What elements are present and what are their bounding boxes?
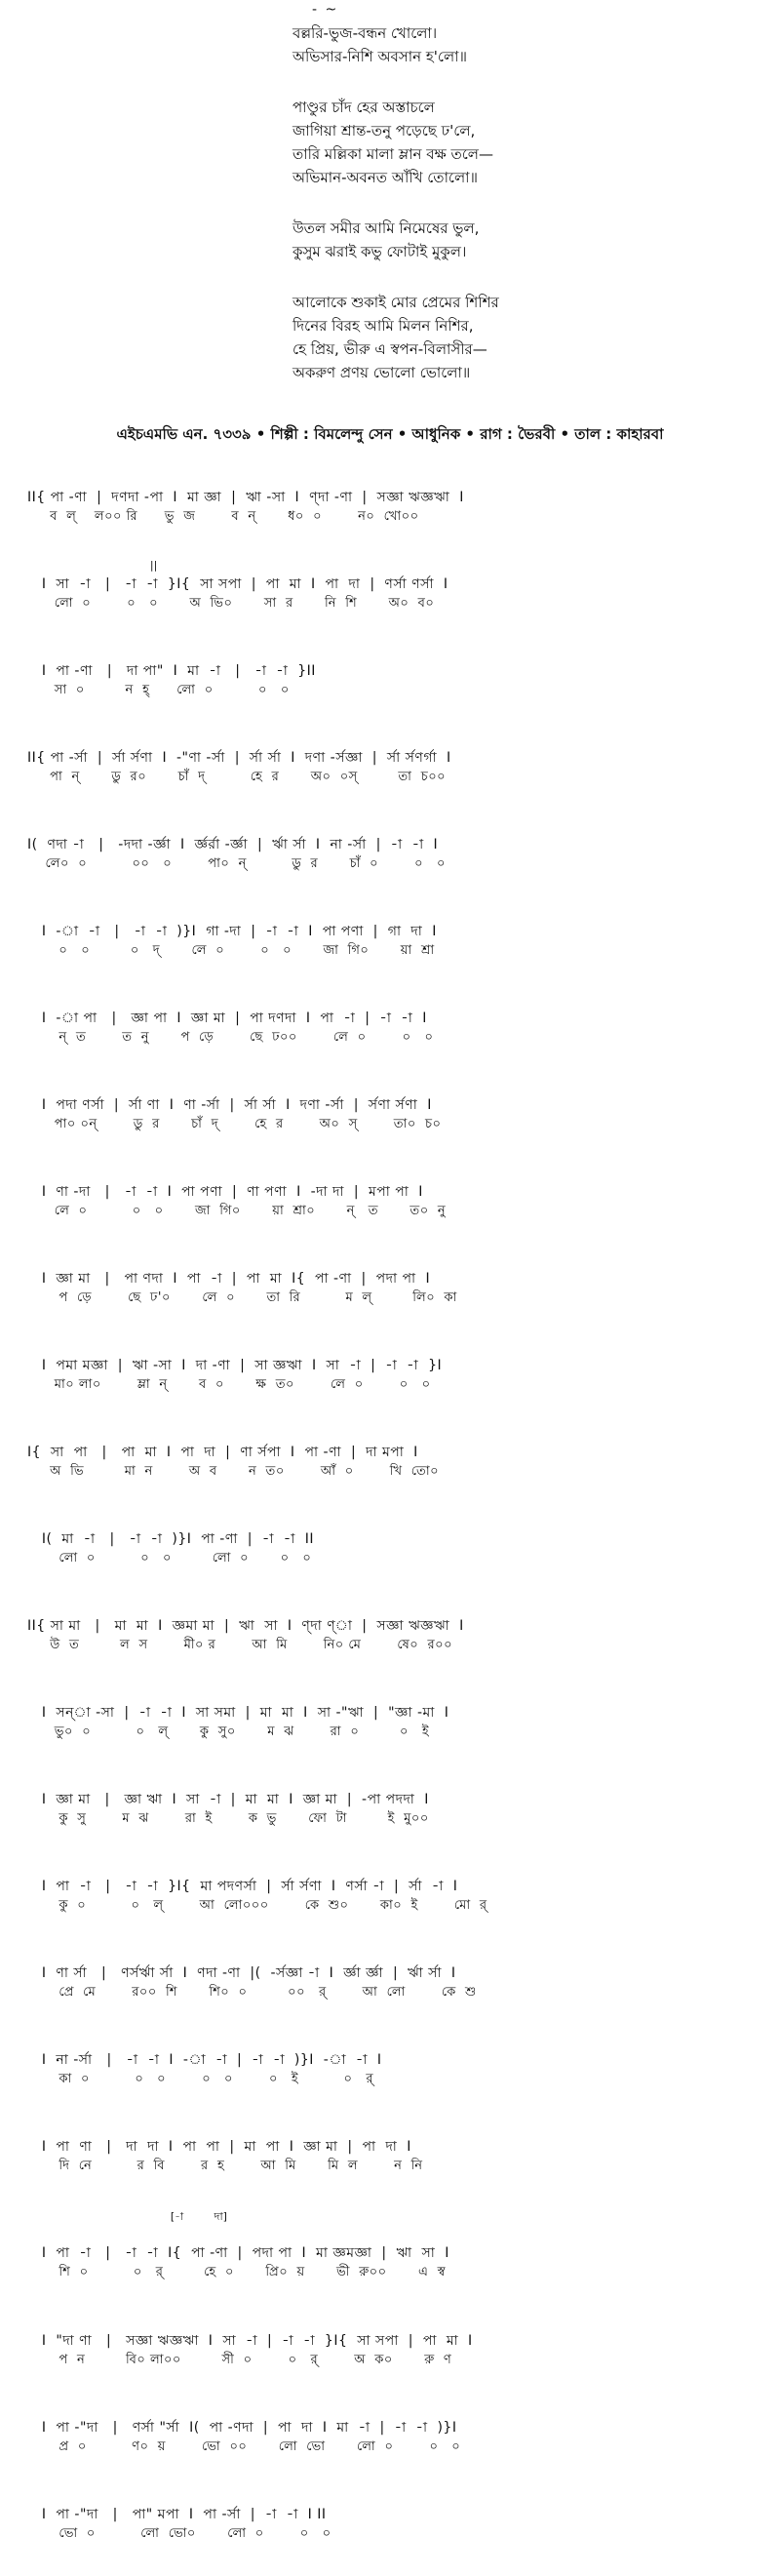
- swara-line: I পা -া | -া -া I{ পা -ণা | পদা পা I মা জ্ঞমজ্ঞা | ঋা সা I: [27, 2245, 449, 2261]
- swara-line: I( ণদা -া | -দদা -র্জ্ঞা I র্জ্ঞর্রা -র্জ্ঞা | র্ঋা র্সা I না -র্সা | -া -া I: [27, 837, 439, 852]
- syllable-line: মা০ লা০ ম্লা ন্ ব ০ ক্ষ ত০ লে ০ ০ ০: [27, 1377, 431, 1392]
- syllable-line: কা ০ ০ ০ ০ ০ ০ ই ০ র্: [27, 2072, 373, 2086]
- notation-annotation: [-া দা]: [27, 2210, 227, 2223]
- syllable-line: প্রে মে র০০ শি শি০ ০ ০০ র্ আ লো কে শু: [27, 1985, 477, 2000]
- swara-line: I পা ণা | দা দা I পা পা | মা পা I জ্ঞা মা | পা দা I: [27, 2139, 411, 2155]
- syllable-line: প ড়ে ছে ঢ'০ লে ০ তা রি ম ল্ লি০ কা: [27, 1290, 457, 1305]
- notation-row: [27, 2402, 768, 2489]
- syllable-line: উ ত ল স মী০ র আ মি নি০ মে ষে০ র০০: [27, 1638, 453, 1652]
- notation-row: [27, 1167, 768, 1253]
- notation-row: [27, 1861, 768, 1948]
- syllable-line: কু সু ম ঝ রা ই ক ভু ফো টা ই মু০০: [27, 1811, 429, 1826]
- song-metadata: এইচএমভি এন. ৭৩৩৯ • শিল্পী : বিমলেন্দু সেন • আধুনিক • রাগ : ভৈরবী • তাল : কাহারবা: [116, 425, 664, 443]
- notation-row: [27, 559, 768, 646]
- syllable-line: প্র ০ ণ০ য় ভো ০০ লো ভো লো ০ ০ ০: [27, 2439, 461, 2454]
- notation-row: [27, 819, 768, 906]
- top-mark: - ~: [312, 2, 339, 18]
- syllable-line: লে ০ ০ ০ জা গি০ য়া শ্রা০ ন্ ত ত০ নু: [27, 1204, 447, 1218]
- lyric-line: অভিসার-নিশি অবসান হ'লো॥: [292, 48, 467, 65]
- lyric-line: অভিমান-অবনত আঁখি তোলো॥: [292, 169, 478, 186]
- lyrics-block: [292, 21, 702, 412]
- notation-row: [27, 1514, 768, 1601]
- syllable-line: সা ০ ন হ্ লো ০ ০ ০: [27, 683, 290, 697]
- syllable-line: ০ ০ ০ দ্ লে ০ ০ ০ জা গি০ য়া শ্রা: [27, 943, 435, 958]
- swara-line: I পা -া | -া -া }I{ মা পদণর্সা | র্সা র্সণা I ণর্সা -া | র্সা -া I: [27, 1879, 458, 1894]
- syllable-line: দি নে র বি র হ আ মি মি ল ন নি: [27, 2159, 423, 2173]
- notation-row: [27, 2316, 768, 2402]
- swara-line: I পদা ণর্সা | র্সা ণা I ণা -র্সা | র্সা র্সা I দণা -র্সা | র্সণা র্সণা I: [27, 1097, 432, 1113]
- notation-row: [27, 1253, 768, 1340]
- swara-line: II{ সা মা | মা মা I জ্ঞমা মা | ঋা সা I ণ্দা ণ্া | সজ্ঞা ঋজ্ঞঋা I: [27, 1618, 464, 1634]
- swara-line: I ণা র্সা | ণর্সর্ঋা র্সা I ণদা -ণা |( -র্সজ্ঞা -া I র্জ্ঞা র্জ্ঞা | র্ঋা র্সা I: [27, 1965, 456, 1981]
- syllable-line: অ ভি মা ন অ ব ন ত০ আঁ ০ খি তো০: [27, 1464, 440, 1479]
- notation-row: [27, 472, 768, 559]
- notation-row: [27, 2035, 768, 2121]
- swara-line: I( মা -া | -া -া )}I পা -ণা | -া -া II: [27, 1531, 314, 1547]
- lyric-line: আলোকে শুকাই মোর প্রেমের শিশির: [292, 294, 499, 311]
- swara-line: I জ্ঞা মা | পা ণদা I পা -া | পা মা I{ পা -ণা | পদা পা I: [27, 1271, 431, 1287]
- notation-row: [27, 2121, 768, 2208]
- lyric-line: হে প্রিয়, ভীরু এ স্বপন-বিলাসীর—: [292, 340, 488, 358]
- swara-line: I জ্ঞা মা | জ্ঞা ঋা I সা -া | মা মা I জ্ঞা মা | -পা পদদা I: [27, 1792, 429, 1807]
- swara-line: I পমা মজ্ঞা | ঋা -সা I দা -ণা | সা জ্ঞঋা I সা -া | -া -া }I: [27, 1358, 443, 1373]
- notation-row: [27, 646, 768, 733]
- swara-line: II{ পা -ণা | দণদা -পা I মা জ্ঞা | ঋা -সা I ণ্দা -ণা | সজ্ঞা ঋজ্ঞঋা I: [27, 490, 464, 505]
- stanza-4: [292, 291, 702, 384]
- notation-row: [27, 1427, 768, 1514]
- lyric-line: পাণ্ডুর চাঁদ হের অস্তাচলে: [292, 99, 435, 116]
- notation-row: [27, 2208, 768, 2316]
- syllable-line: লে০ ০ ০০ ০ পা০ ন্ ডু র চাঁ ০ ০ ০: [27, 856, 446, 871]
- stanza-2: [292, 96, 702, 189]
- notation-annotation: ||: [27, 559, 158, 572]
- swara-line: I সন্া -সা | -া -া I সা সমা | মা মা I সা -"ঋা | "জ্ঞা -মা I: [27, 1705, 449, 1721]
- notation-row: [27, 733, 768, 819]
- swaralipi-notation: [27, 472, 768, 2576]
- syllable-line: প ন বি০ লা০০ সী ০ ০ র্ অ ক০ রু ণ: [27, 2353, 452, 2367]
- lyric-line: বল্লরি-ভুজ-বন্ধন খোলো।: [292, 24, 438, 42]
- notation-row: [27, 1948, 768, 2035]
- notation-row: [27, 1687, 768, 1774]
- lyric-line: দিনের বিরহ আমি মিলন নিশির,: [292, 317, 474, 335]
- notation-row: [27, 1774, 768, 1861]
- syllable-line: লো ০ ০ ০ লো ০ ০ ০: [27, 1551, 312, 1565]
- notation-row: [27, 1601, 768, 1687]
- swara-line: I ণা -দা | -া -া I পা পণা | ণা পণা I -দা দা | মপা পা I: [27, 1184, 423, 1200]
- lyric-line: জাগিয়া শ্রান্ত-তনু পড়েছে ঢ'লে,: [292, 122, 476, 139]
- stanza-1: [292, 21, 702, 68]
- swara-line: I সা -া | -া -া }I{ সা সপা | পা মা I পা দা | ণর্সা ণর্সা I: [27, 576, 448, 592]
- syllable-line: শি ০ ০ র্ হে ০ প্রি০ য় ভী রু০০ এ স্ব: [27, 2265, 447, 2279]
- swara-line: I পা -ণা | দা পা" I মা -া | -া -া }II: [27, 663, 316, 679]
- swara-line: I না -র্সা | -া -া I -া -া | -া -া )}I -া -া I: [27, 2052, 382, 2068]
- notation-row: [27, 1080, 768, 1167]
- syllable-line: কু ০ ০ ল্ আ লো০০০ কে শু০ কা০ ই মো র্: [27, 1898, 488, 1913]
- syllable-line: ন্ ত ত নু প ড়ে ছে ঢ০০ লে ০ ০ ০: [27, 1030, 434, 1045]
- swara-line: I পা -"দা | পা" মপা I পা -র্সা | -া -া I II: [27, 2507, 327, 2522]
- lyric-line: কুসুম ঝরাই কভু ফোটাই মুকুল।: [292, 243, 467, 260]
- swara-line: I -া পা | জ্ঞা পা I জ্ঞা মা | পা দণদা I পা -া | -া -া I: [27, 1011, 427, 1026]
- stanza-3: [292, 217, 702, 263]
- notation-row: [27, 2489, 768, 2576]
- lyric-line: অকরুণ প্রণয় ভোলো ভোলো॥: [292, 364, 471, 381]
- syllable-line: পা০ ০ন্ ডু র চাঁ দ্ হে র অ০ স্ তা০ চ০: [27, 1117, 442, 1131]
- swara-line: II{ পা -র্সা | র্সা র্সণা I -"ণা -র্সা | র্সা র্সা I দণা -র্সজ্ঞা | র্সা র্সণর্গা I: [27, 750, 451, 766]
- swara-line: I{ সা পা | পা মা I পা দা | ণা র্সপা I পা -ণা | দা মপা I: [27, 1445, 418, 1460]
- notation-row: [27, 906, 768, 993]
- lyric-line: উতল সমীর আমি নিমেষের ভুল,: [292, 219, 480, 237]
- syllable-line: পা ন্ ডু র০ চাঁ দ্ হে র অ০ ০স্ তা চ০০: [27, 770, 447, 784]
- lyric-line: তারি মল্লিকা মালা ম্লান বক্ষ তলে—: [292, 145, 493, 163]
- syllable-line: লো ০ ০ ০ অ ভি০ সা র নি শি অ০ ব০: [27, 596, 435, 611]
- syllable-line: ব ল্ ল০০ রি ভু জ ব ন্ ধ০ ০ ন০ খো০০: [27, 509, 419, 524]
- swara-line: I -া -া | -া -া )}I গা -দা | -া -া I পা পণা | গা দা I: [27, 924, 437, 939]
- swara-line: I "দা ণা | সজ্ঞা ঋজ্ঞঋা I সা -া | -া -া }I{ সা সপা | পা মা I: [27, 2333, 473, 2349]
- notation-row: [27, 993, 768, 1080]
- syllable-line: ভু০ ০ ০ ল্ কু সু০ ম ঝ রা ০ ০ ই: [27, 1724, 430, 1739]
- notation-row: [27, 1340, 768, 1427]
- swara-line: I পা -"দা | ণর্সা "র্সা I( পা -ণদা | পা দা I মা -া | -া -া )}I: [27, 2420, 457, 2436]
- syllable-line: ভো ০ লো ভো০ লো ০ ০ ০: [27, 2526, 332, 2541]
